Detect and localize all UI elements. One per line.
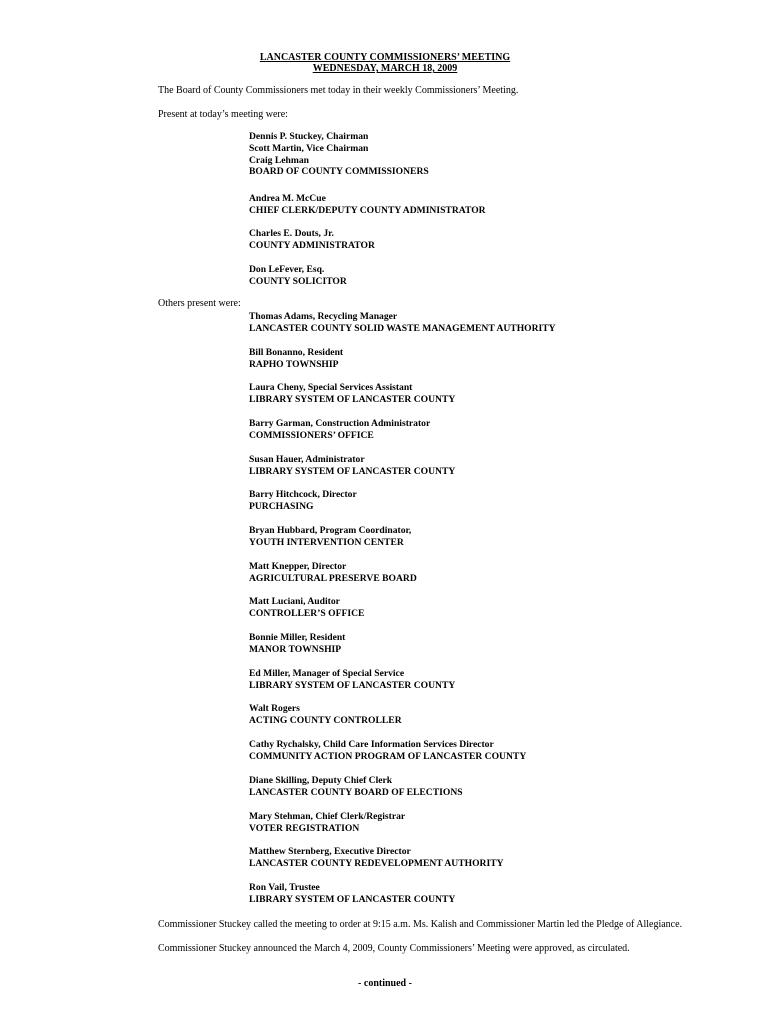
attendee-line: Matt Luciani, Auditor (249, 596, 340, 607)
attendee-line: LANCASTER COUNTY BOARD OF ELECTIONS (249, 786, 463, 798)
attendee-line: BOARD OF COUNTY COMMISSIONERS (249, 166, 429, 178)
attendee-line: COMMUNITY ACTION PROGRAM OF LANCASTER COUNTY (249, 750, 527, 762)
attendee-line: Barry Hitchcock, Director (249, 489, 357, 500)
present-label: Present at today’s meeting were: (158, 109, 288, 120)
others-label: Others present were: (158, 298, 241, 309)
attendee-line: COMMISSIONERS’ OFFICE (249, 429, 374, 441)
title-line-2: WEDNESDAY, MARCH 18, 2009 (312, 63, 458, 74)
other-attendee-block (249, 703, 402, 727)
attendee-line: Dennis P. Stuckey, Chairman (249, 131, 369, 142)
other-attendee-block (249, 489, 357, 513)
attendee-line: Susan Hauer, Administrator (249, 454, 365, 465)
attendee-line: Don LeFever, Esq. (249, 264, 325, 275)
closing-paragraph-2: Commissioner Stuckey announced the March 4, 2009, County Commissioners’ Meeting were approved, as circulated. (158, 943, 630, 954)
attendee-line: Scott Martin, Vice Chairman (249, 142, 369, 154)
attendee-line: MANOR TOWNSHIP (249, 643, 342, 655)
attendee-line: RAPHO TOWNSHIP (249, 358, 339, 370)
other-attendee-block (249, 311, 556, 335)
other-attendee-block (249, 454, 455, 478)
attendee-line: ACTING COUNTY CONTROLLER (249, 714, 402, 726)
attendee-line: Cathy Rychalsky, Child Care Information Services Director (249, 739, 494, 750)
other-attendee-block (249, 668, 455, 692)
attendee-line: YOUTH INTERVENTION CENTER (249, 536, 404, 548)
closing-paragraph-1: Commissioner Stuckey called the meeting to order at 9:15 a.m. Ms. Kalish and Commissioner Martin led the Pledge of Allegiance. (158, 919, 683, 930)
attendee-line: Matthew Sternberg, Executive Director (249, 846, 411, 857)
attendee-line: Ed Miller, Manager of Special Service (249, 668, 405, 679)
attendee-line: Barry Garman, Construction Administrator (249, 418, 431, 429)
other-attendee-block (249, 418, 430, 442)
attendee-line: LANCASTER COUNTY SOLID WASTE MANAGEMENT AUTHORITY (249, 322, 556, 334)
attendee-line: CONTROLLER’S OFFICE (249, 607, 365, 619)
other-attendee-block (249, 561, 417, 585)
attendee-line: LANCASTER COUNTY REDEVELOPMENT AUTHORITY (249, 857, 504, 869)
intro-paragraph: The Board of County Commissioners met today in their weekly Commissioners’ Meeting. (158, 85, 519, 96)
attendee-line: LIBRARY SYSTEM OF LANCASTER COUNTY (249, 679, 456, 691)
attendee-line: Bill Bonanno, Resident (249, 347, 344, 358)
attendee-block (249, 131, 429, 178)
attendee-line: Bryan Hubbard, Program Coordinator, (249, 525, 412, 536)
attendee-line: Charles E. Douts, Jr. (249, 228, 334, 239)
attendee-line: COUNTY SOLICITOR (249, 275, 347, 287)
other-attendee-block (249, 882, 455, 906)
other-attendee-block (249, 739, 526, 763)
other-attendee-block (249, 525, 411, 549)
title-line-1: LANCASTER COUNTY COMMISSIONERS’ MEETING (259, 52, 511, 63)
attendee-line: Walt Rogers (249, 703, 300, 714)
other-attendee-block (249, 775, 463, 799)
attendee-block (249, 228, 375, 252)
other-attendee-block (249, 846, 504, 870)
other-attendee-block (249, 596, 364, 620)
attendee-line: Andrea M. McCue (249, 193, 326, 204)
other-attendee-block (249, 811, 405, 835)
other-attendee-block (249, 382, 455, 406)
attendee-line: CHIEF CLERK/DEPUTY COUNTY ADMINISTRATOR (249, 204, 486, 216)
attendee-line: LIBRARY SYSTEM OF LANCASTER COUNTY (249, 393, 456, 405)
other-attendee-block (249, 347, 343, 371)
attendee-line: Thomas Adams, Recycling Manager (249, 311, 398, 322)
attendee-line: VOTER REGISTRATION (249, 822, 360, 834)
attendee-line: LIBRARY SYSTEM OF LANCASTER COUNTY (249, 893, 456, 905)
attendee-line: AGRICULTURAL PRESERVE BOARD (249, 572, 417, 584)
attendee-line: Craig Lehman (249, 154, 309, 166)
attendee-line: LIBRARY SYSTEM OF LANCASTER COUNTY (249, 465, 456, 477)
continued-footer: - continued - (358, 978, 412, 989)
attendee-line: Diane Skilling, Deputy Chief Clerk (249, 775, 393, 786)
attendee-line: Matt Knepper, Director (249, 561, 347, 572)
attendee-block (249, 193, 486, 217)
attendee-line: Laura Cheny, Special Services Assistant (249, 382, 413, 393)
attendee-line: Mary Stehman, Chief Clerk/Registrar (249, 811, 406, 822)
other-attendee-block (249, 632, 345, 656)
attendee-block (249, 264, 347, 288)
attendee-line: COUNTY ADMINISTRATOR (249, 239, 375, 251)
attendee-line: PURCHASING (249, 500, 314, 512)
attendee-line: Bonnie Miller, Resident (249, 632, 346, 643)
attendee-line: Ron Vail, Trustee (249, 882, 320, 893)
